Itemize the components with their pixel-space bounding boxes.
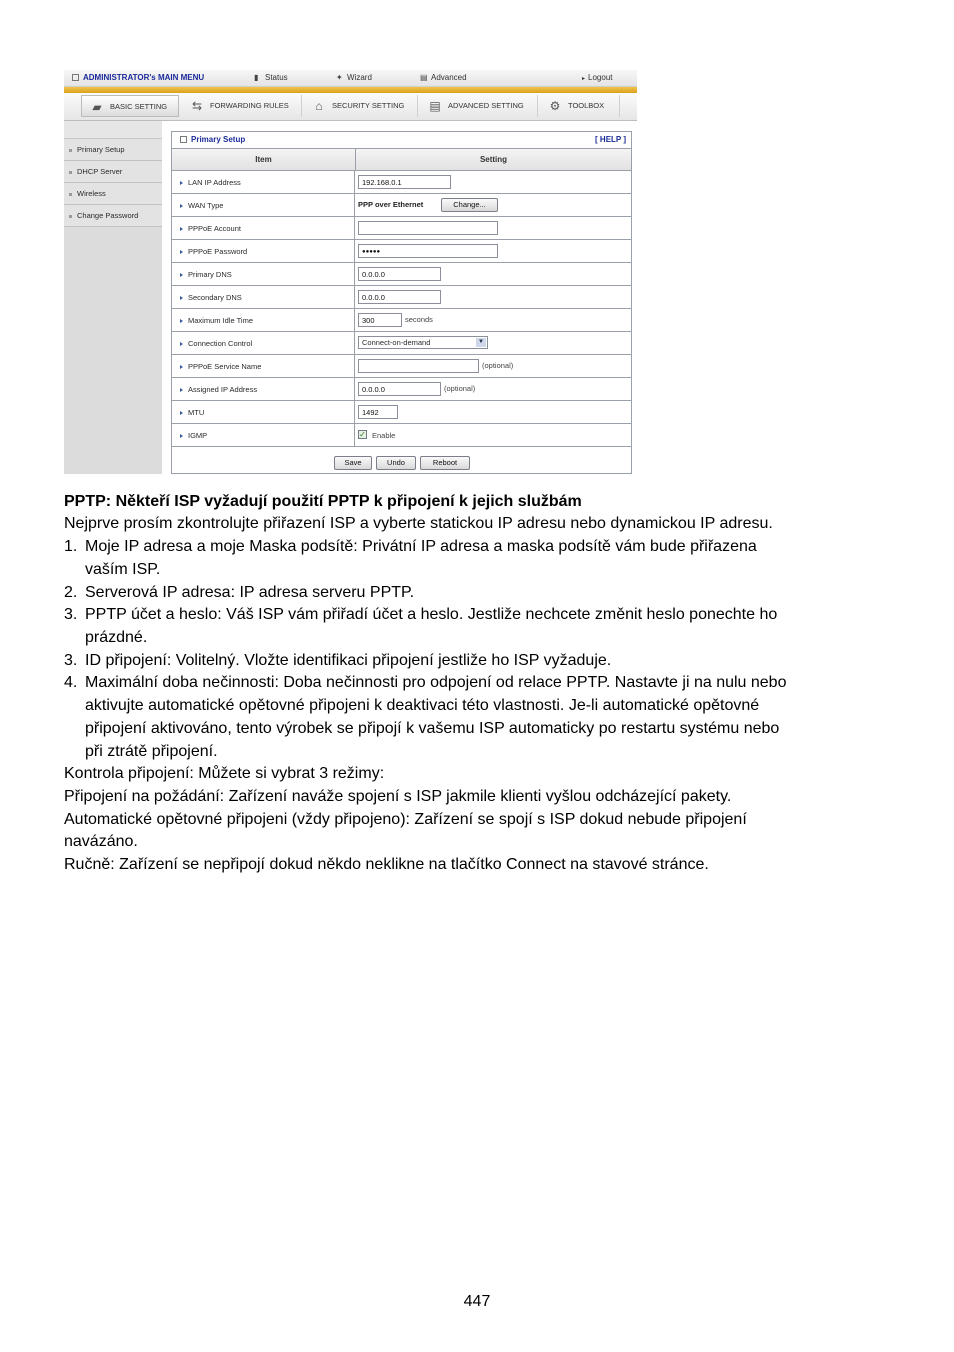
service-name-hint: (optional)	[482, 361, 514, 370]
help-link[interactable]: [ HELP ]	[595, 135, 626, 144]
list-item-text: při ztrátě připojení.	[85, 743, 218, 760]
advanced-icon: ▤	[420, 73, 428, 83]
list-item-text: připojení aktivováno, tento výrobek se připojí k vašemu ISP automaticky po restartu systému nebo	[85, 720, 780, 737]
sidebar-item-label: DHCP Server	[77, 167, 123, 176]
row-label	[172, 309, 355, 331]
row-label-text: Connection Control	[188, 339, 253, 348]
sidebar-item-label: Primary Setup	[77, 145, 125, 154]
arrow-icon	[180, 204, 183, 208]
router-screenshot	[64, 70, 637, 474]
row-label-text: WAN Type	[188, 201, 224, 210]
wizard-label: Wizard	[347, 73, 372, 82]
save-button[interactable]: Save	[334, 456, 372, 470]
panel-title	[180, 132, 245, 148]
assigned-ip-input[interactable]: 0.0.0.0	[358, 382, 441, 396]
table-row-connection-control	[172, 332, 631, 355]
tab-label: SECURITY SETTING	[332, 101, 405, 110]
undo-button[interactable]: Undo	[376, 456, 416, 470]
admin-menu-link[interactable]	[72, 73, 204, 82]
row-label-text: PPPoE Account	[188, 224, 241, 233]
sidebar-item-label: Wireless	[77, 189, 106, 198]
table-row-mtu	[172, 401, 631, 424]
admin-menu-label: ADMINISTRATOR's MAIN MENU	[83, 73, 205, 82]
advanced-link[interactable]	[420, 73, 467, 82]
change-wan-button[interactable]: Change...	[441, 198, 498, 212]
pppoe-password-input[interactable]: ●●●●●	[358, 244, 498, 258]
reboot-button[interactable]: Reboot	[420, 456, 470, 470]
table-row-wan-type	[172, 194, 631, 217]
column-header-setting: Setting	[479, 155, 508, 164]
mode-manual: Ručně: Zařízení se nepřipojí dokud někdo neklikne na tlačítko Connect na stavové stránce.	[64, 856, 709, 873]
logout-link[interactable]	[582, 73, 612, 82]
sidebar	[64, 121, 162, 474]
row-label	[172, 194, 355, 216]
panel-title-text: Primary Setup	[191, 135, 246, 144]
row-label	[172, 171, 355, 193]
row-label	[172, 378, 355, 400]
wizard-icon: ✦	[336, 73, 343, 83]
arrow-icon	[180, 388, 183, 392]
table-row-max-idle	[172, 309, 631, 332]
list-item-text: PPTP účet a heslo: Váš ISP vám přiřadí účet a heslo. Jestliže nechcete změnit heslo ponechte ho	[85, 606, 778, 623]
arrow-icon	[180, 250, 183, 254]
igmp-option-label: Enable	[372, 431, 396, 440]
arrow-icon	[180, 319, 183, 323]
tab-label: FORWARDING RULES	[210, 101, 289, 110]
tab-security-setting[interactable]	[304, 95, 418, 117]
bullet-icon	[69, 149, 72, 152]
bullet-icon	[69, 215, 72, 218]
connection-control-select[interactable]	[358, 336, 488, 349]
security-icon: ⌂	[315, 99, 323, 114]
row-label	[172, 401, 355, 423]
panel-square-icon	[180, 136, 187, 143]
forwarding-icon: ⇆	[191, 99, 203, 114]
arrow-icon	[180, 342, 183, 346]
intro-paragraph: Nejprve prosím zkontrolujte přiřazení ISP a vyberte statickou IP adresu nebo dynamickou IP adresu.	[64, 515, 773, 532]
row-label-text: Maximum Idle Time	[188, 316, 254, 325]
table-row-igmp	[172, 424, 631, 447]
tab-forwarding-rules[interactable]	[182, 95, 302, 117]
row-label-text: Assigned IP Address	[188, 385, 258, 394]
sidebar-item-wireless[interactable]	[64, 183, 162, 205]
logout-arrow-icon: ▸	[582, 76, 586, 82]
secondary-dns-input[interactable]: 0.0.0.0	[358, 290, 441, 304]
table-header	[172, 149, 631, 171]
sidebar-item-primary-setup[interactable]	[64, 139, 162, 161]
row-label-text: LAN IP Address	[188, 178, 241, 187]
max-idle-unit: seconds	[405, 315, 433, 324]
tab-advanced-setting[interactable]	[420, 95, 538, 117]
chevron-down-icon[interactable]: ▼	[476, 338, 486, 347]
mode-auto-reconnect: Automatické opětovné připojeni (vždy připojeno): Zařízení se spojí s ISP dokud nebude připojení	[64, 811, 747, 828]
list-item-text: ID připojení: Volitelný. Vložte identifikaci připojení jestliže ho ISP vyžaduje.	[85, 652, 612, 669]
pppoe-account-input[interactable]	[358, 221, 498, 235]
table-row-secondary-dns	[172, 286, 631, 309]
service-name-input[interactable]	[358, 359, 479, 373]
page-number: 447	[463, 1293, 491, 1310]
row-label-text: IGMP	[188, 431, 208, 440]
max-idle-input[interactable]: 300	[358, 313, 402, 327]
mtu-input[interactable]: 1492	[358, 405, 398, 419]
panel-title-bar	[172, 132, 631, 149]
section-heading: PPTP: Někteří ISP vyžadují použití PPTP k připojení k jejich službám	[64, 493, 582, 510]
main-nav-bar	[64, 93, 637, 121]
mode-on-demand: Připojení na požádání: Zařízení naváže spojení s ISP jakmile klienti vyšlou odcházející pakety.	[64, 788, 732, 805]
arrow-icon	[180, 365, 183, 369]
tab-label: BASIC SETTING	[110, 102, 168, 111]
assigned-ip-hint: (optional)	[444, 384, 476, 393]
status-link[interactable]	[254, 73, 288, 82]
bullet-icon	[69, 193, 72, 196]
list-item-text: prázdné.	[85, 629, 148, 646]
sidebar-item-label: Change Password	[77, 211, 139, 220]
table-row-service-name	[172, 355, 631, 378]
row-label-text: Secondary DNS	[188, 293, 242, 302]
sidebar-header	[64, 121, 162, 139]
wan-type-value: PPP over Ethernet	[358, 200, 424, 209]
wizard-link[interactable]	[336, 73, 372, 82]
primary-dns-input[interactable]: 0.0.0.0	[358, 267, 441, 281]
list-number: 3.	[64, 606, 78, 623]
list-number: 1.	[64, 538, 78, 555]
primary-setup-panel	[171, 131, 632, 474]
table-row-primary-dns	[172, 263, 631, 286]
list-item-text: Maximální doba nečinnosti: Doba nečinnosti pro odpojení od relace PPTP. Nastavte ji na nulu nebo	[85, 674, 787, 691]
bullet-icon	[69, 171, 72, 174]
row-label	[172, 217, 355, 239]
status-icon: ▮	[254, 73, 259, 83]
row-label	[172, 263, 355, 285]
list-item-text: Moje IP adresa a moje Maska podsítě: Privátní IP adresa a maska podsítě vám bude přiřazena	[85, 538, 757, 555]
row-label-text: MTU	[188, 408, 205, 417]
list-number: 4.	[64, 674, 78, 691]
row-label-text: PPPoE Service Name	[188, 362, 262, 371]
status-label: Status	[265, 73, 288, 82]
tab-toolbox[interactable]	[540, 95, 620, 117]
logout-label: Logout	[588, 73, 613, 82]
mode-auto-reconnect-cont: navázáno.	[64, 833, 138, 850]
table-row-pppoe-password	[172, 240, 631, 263]
row-label	[172, 240, 355, 262]
control-intro: Kontrola připojení: Můžete si vybrat 3 režimy:	[64, 765, 385, 782]
igmp-checkbox[interactable]: ✓	[359, 430, 366, 439]
menu-square-icon	[72, 74, 79, 81]
advanced-label: Advanced	[431, 73, 467, 82]
arrow-icon	[180, 434, 183, 438]
top-menu-bar	[64, 70, 637, 87]
table-row-pppoe-account	[172, 217, 631, 240]
tab-label: TOOLBOX	[568, 101, 605, 110]
arrow-icon	[180, 273, 183, 277]
row-label	[172, 355, 355, 377]
sidebar-item-dhcp-server[interactable]	[64, 161, 162, 183]
folder-icon: ▰	[92, 100, 102, 115]
arrow-icon	[180, 181, 183, 185]
select-value: Connect-on-demand	[362, 338, 431, 347]
arrow-icon	[180, 411, 183, 415]
tab-basic-setting[interactable]	[81, 95, 179, 117]
list-number: 3.	[64, 652, 78, 669]
row-label	[172, 332, 355, 354]
list-number: 2.	[64, 584, 78, 601]
row-label-text: PPPoE Password	[188, 247, 248, 256]
advanced-setting-icon: ▤	[429, 99, 441, 114]
table-row-assigned-ip	[172, 378, 631, 401]
list-item-text: vaším ISP.	[85, 561, 161, 578]
list-item-text: aktivujte automatické opětovné připojeni k deaktivaci této vlastnosti. Je-li automatické opětovné	[85, 697, 760, 714]
table-row-lan-ip	[172, 171, 631, 194]
arrow-icon	[180, 296, 183, 300]
list-item-text: Serverová IP adresa: IP adresa serveru PPTP.	[85, 584, 415, 601]
row-label-text: Primary DNS	[188, 270, 232, 279]
tab-label: ADVANCED SETTING	[448, 101, 524, 110]
sidebar-item-change-password[interactable]	[64, 205, 162, 227]
toolbox-icon: ⚙	[549, 99, 561, 114]
row-label	[172, 286, 355, 308]
arrow-icon	[180, 227, 183, 231]
row-label	[172, 424, 355, 446]
column-header-item: Item	[172, 149, 356, 170]
lan-ip-input[interactable]: 192.168.0.1	[358, 175, 451, 189]
